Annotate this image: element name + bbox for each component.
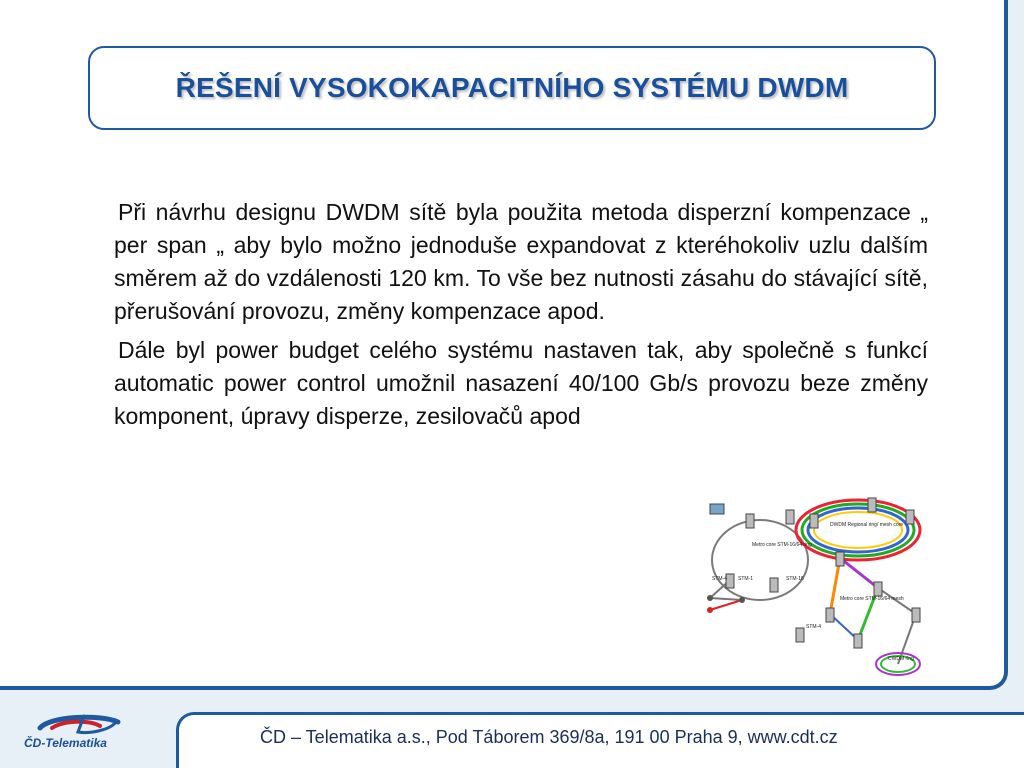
slide-title: ŘEŠENÍ VYSOKOKAPACITNÍHO SYSTÉMU DWDM (175, 72, 849, 103)
node-icon (826, 608, 834, 622)
access-node (739, 597, 745, 603)
node-icon (770, 578, 778, 592)
node-icon (854, 634, 862, 648)
diagram-label-metro-ring: Metro core STM-16/64 ring (752, 542, 812, 548)
node-icon (796, 628, 804, 642)
logo-text: ČD-Telematika (24, 736, 107, 750)
network-diagram (690, 488, 948, 684)
access-link (710, 598, 742, 600)
access-link (710, 600, 742, 610)
node-icon (810, 514, 818, 528)
mesh-link (840, 558, 878, 588)
access-node (707, 595, 713, 601)
diagram-label-stm1: STM-1 (738, 576, 753, 582)
diagram-label-stm4-b: STM-4 (806, 624, 821, 630)
terminal-icon (710, 504, 724, 514)
slide-content (114, 196, 928, 439)
diagram-label-cwdm: CWDM ring (888, 656, 914, 662)
node-icon (746, 514, 754, 528)
node-icon (868, 498, 876, 512)
logo-swoosh-red (52, 722, 100, 728)
node-icon (912, 608, 920, 622)
diagram-label-regional: DWDM Regional ring/ mesh core (830, 522, 904, 528)
diagram-label-metro-mesh: Metro core STM-16/64 mesh (840, 596, 904, 602)
regional-ring-blue (808, 508, 908, 552)
node-icon (786, 510, 794, 524)
diagram-label-stm4: STM-4 (712, 576, 727, 582)
regional-ring-yellow (814, 512, 902, 548)
node-icon (874, 582, 882, 596)
title-box (88, 46, 936, 130)
access-node (707, 607, 713, 613)
node-icon (906, 510, 914, 524)
paragraph-1: Při návrhu designu DWDM sítě byla použita metoda disperzní kompenzace „ per span „ aby bylo možno jednoduše expandovat z kteréhokoliv uzlu dalším směrem až do vzdálenosti 120 km. To vše bez nutnosti zásahu do stávající sítě, přerušování provozu, změny kompenzace apod. (114, 199, 928, 324)
node-icon (726, 574, 734, 588)
footer-address: ČD – Telematika a.s., Pod Táborem 369/8a, 191 00 Praha 9, www.cdt.cz (260, 727, 838, 747)
paragraph-2: Dále byl power budget celého systému nastaven tak, aby společně s funkcí automatic power control umožnil nasazení 40/100 Gb/s provozu beze změny komponent, úpravy disperze, zesilovačů apod (114, 337, 928, 429)
node-icon (836, 552, 844, 566)
diagram-label-stm16: STM-16 (786, 576, 804, 582)
